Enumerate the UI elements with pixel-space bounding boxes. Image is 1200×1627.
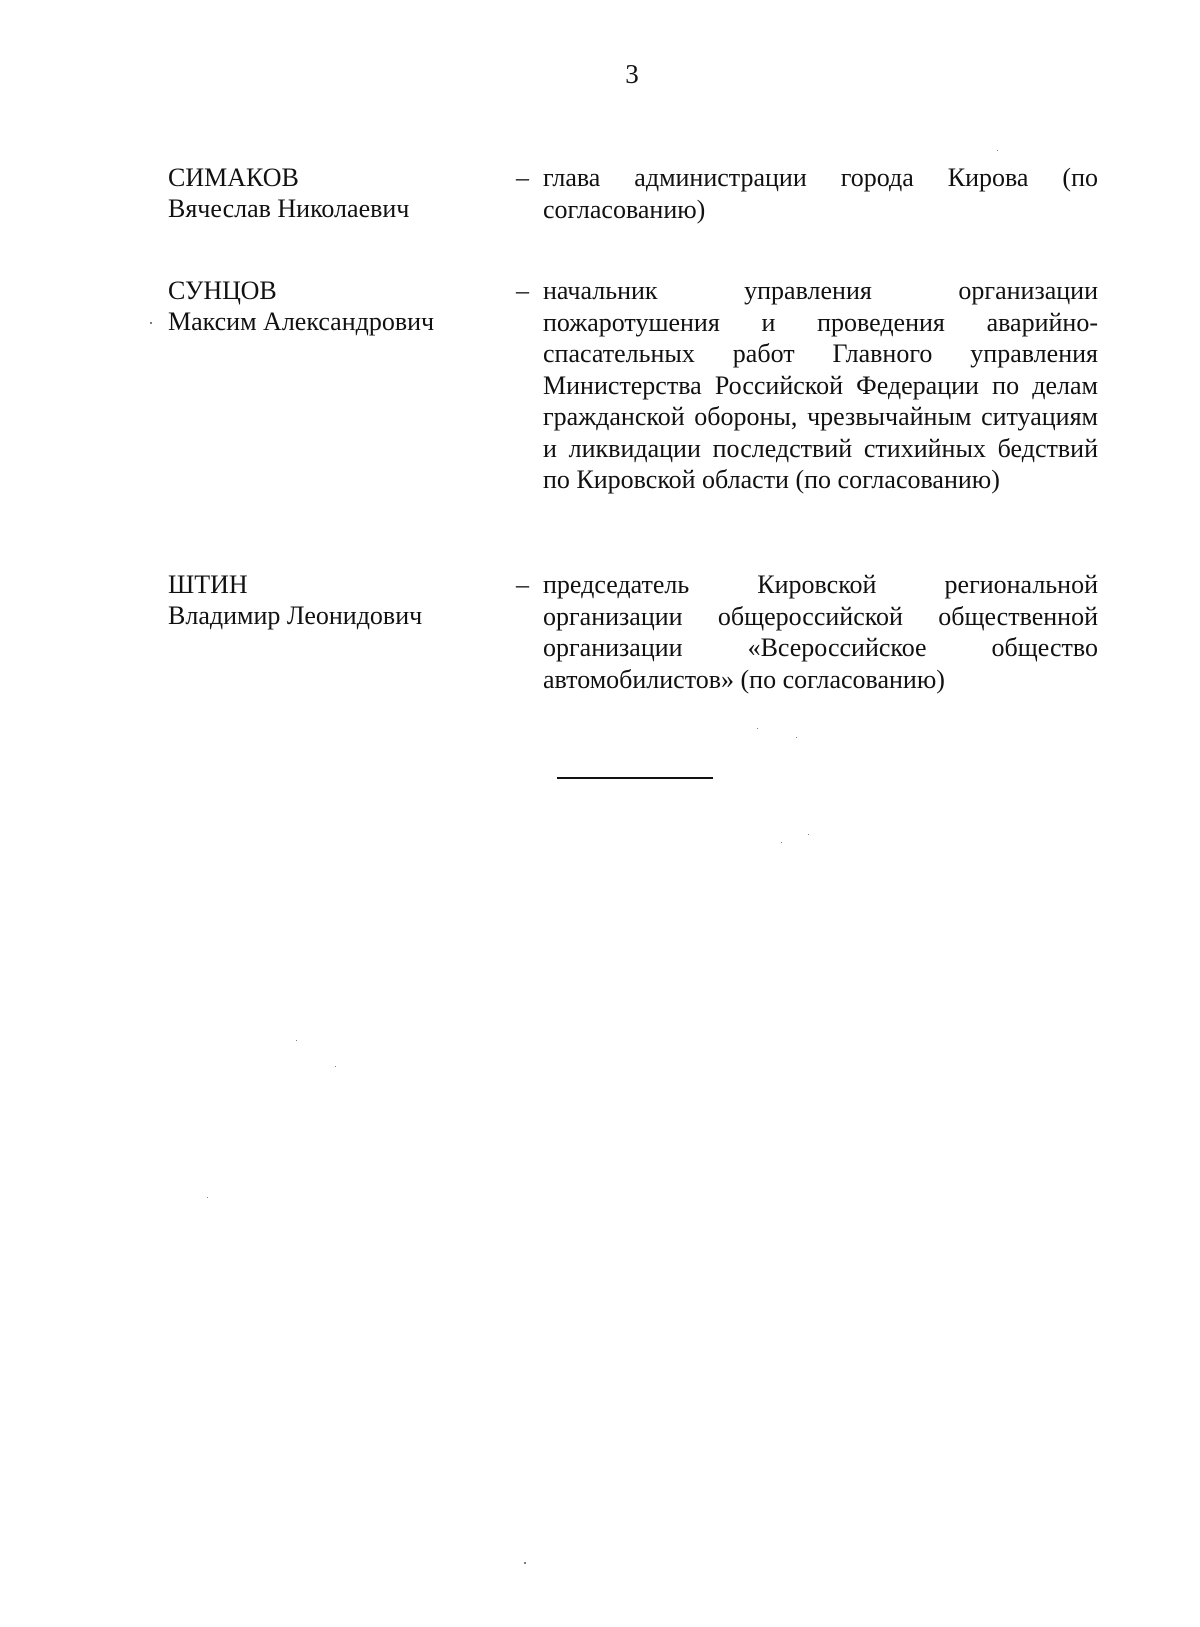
member-given-names: Владимир Леонидович xyxy=(168,601,423,630)
member-name xyxy=(168,569,498,631)
dash-separator: – xyxy=(516,163,529,192)
page-number: 3 xyxy=(625,59,639,89)
member-role: глава администрации города Кирова (по согласованию) xyxy=(543,163,1098,224)
scan-speck xyxy=(207,1197,208,1198)
scan-speck xyxy=(781,842,782,843)
end-of-list-rule xyxy=(557,777,713,779)
member-given-names: Вячеслав Николаевич xyxy=(168,194,410,223)
scan-speck xyxy=(150,322,152,324)
scan-speck xyxy=(997,150,998,151)
member-role: председатель Кировской региональной организации общероссийской общественной организации «Всероссийское общество автомобилистов» (по согласованию) xyxy=(543,570,1098,694)
member-role: начальник управления организации пожаротушения и проведения аварийно-спасательных работ Главного управления Министерства Российской Федерации по делам гражданской обороны, чрезвычайным ситуациям и ликвидации последствий стихийных бедствий по Кировской области (по согласованию) xyxy=(543,276,1098,494)
member-given-names: Максим Александрович xyxy=(168,307,435,336)
scan-speck xyxy=(796,737,797,738)
scan-speck xyxy=(335,1066,336,1067)
member-name xyxy=(168,275,498,337)
member-name xyxy=(168,162,498,224)
member-surname: СУНЦОВ xyxy=(168,276,277,305)
scan-speck xyxy=(757,728,758,729)
dash-separator: – xyxy=(516,276,529,305)
dash-separator: – xyxy=(516,570,529,599)
scan-speck xyxy=(296,1040,297,1041)
scan-speck xyxy=(524,1562,526,1564)
scan-speck xyxy=(808,834,809,835)
member-surname: СИМАКОВ xyxy=(168,163,299,192)
member-surname: ШТИН xyxy=(168,570,248,599)
